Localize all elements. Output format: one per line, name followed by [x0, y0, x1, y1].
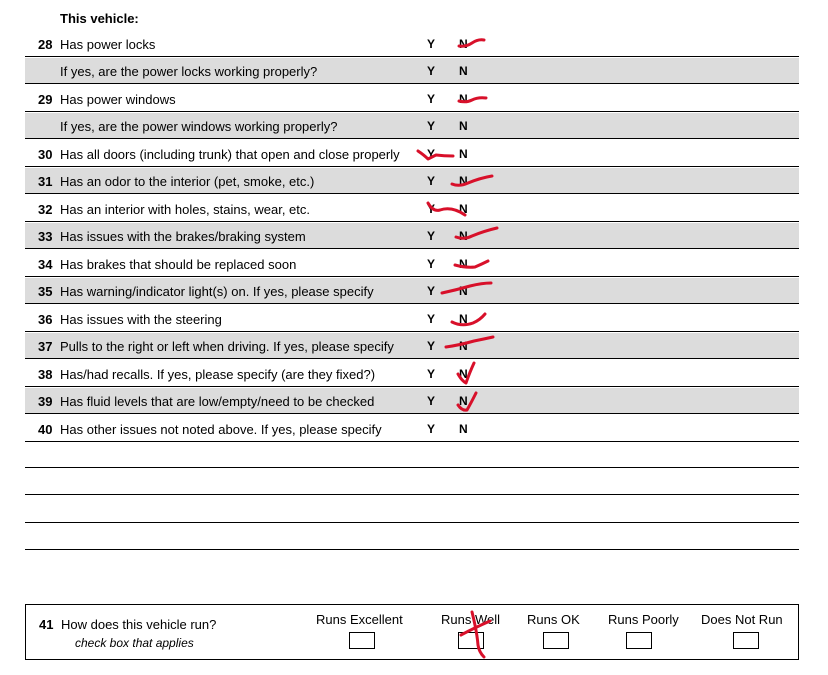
question-row-29: [25, 86, 799, 112]
option-label-does-not-run: Does Not Run: [701, 612, 783, 627]
question-text: If yes, are the power windows working properly?: [60, 119, 338, 134]
question-number: 31: [38, 174, 53, 189]
question-text: Has issues with the steering: [60, 312, 222, 327]
option-label-runs-ok: Runs OK: [527, 612, 580, 627]
no-option[interactable]: N: [459, 367, 468, 381]
question-number: 33: [38, 229, 53, 244]
yes-option[interactable]: Y: [427, 339, 436, 353]
question-row-30: [25, 141, 799, 167]
question-number: 30: [38, 147, 53, 162]
no-option[interactable]: N: [459, 202, 468, 216]
question-row-31: [25, 168, 799, 194]
yes-option[interactable]: Y: [427, 202, 436, 216]
no-option[interactable]: N: [459, 37, 468, 51]
question-row-34: [25, 251, 799, 277]
no-option[interactable]: N: [459, 92, 468, 106]
yes-option[interactable]: Y: [427, 174, 436, 188]
question-row-38: [25, 361, 799, 387]
question-row-37: [25, 333, 799, 359]
question-text: Has/had recalls. If yes, please specify (are they fixed?): [60, 367, 376, 382]
question-number: 32: [38, 202, 53, 217]
option-label-runs-well: Runs Well: [441, 612, 501, 627]
question-row-28-followup: [25, 58, 799, 84]
yes-option[interactable]: Y: [427, 284, 436, 298]
no-option[interactable]: N: [459, 229, 468, 243]
yes-option[interactable]: Y: [427, 92, 436, 106]
question-row-29-followup: [25, 113, 799, 139]
question-text: Has power locks: [60, 37, 156, 52]
question-number: 37: [38, 339, 53, 354]
checkbox-does-not-run[interactable]: [733, 632, 759, 649]
no-option[interactable]: N: [459, 64, 468, 78]
checkbox-runs-excellent[interactable]: [349, 632, 375, 649]
question-text: Has fluid levels that are low/empty/need to be checked: [60, 394, 375, 409]
question-text: Has warning/indicator light(s) on. If yes, please specify: [60, 284, 374, 299]
question-text: Has brakes that should be replaced soon: [60, 257, 297, 272]
question-text: Pulls to the right or left when driving. If yes, please specify: [60, 339, 394, 354]
yes-option[interactable]: Y: [427, 147, 436, 161]
question-text: Has issues with the brakes/braking system: [60, 229, 306, 244]
question-text: Has an interior with holes, stains, wear, etc.: [60, 202, 311, 217]
writing-line[interactable]: [25, 467, 799, 468]
section-title: This vehicle:: [60, 11, 139, 26]
option-label-runs-excellent: Runs Excellent: [316, 612, 403, 627]
yes-option[interactable]: Y: [427, 312, 436, 326]
no-option[interactable]: N: [459, 147, 468, 161]
question-row-40: [25, 416, 799, 442]
yes-option[interactable]: Y: [427, 229, 436, 243]
question-number: 35: [38, 284, 53, 299]
yes-option[interactable]: Y: [427, 64, 436, 78]
question-number: 28: [38, 37, 53, 52]
question-number: 38: [38, 367, 53, 382]
question-hint: check box that applies: [75, 636, 194, 650]
question-row-36: [25, 306, 799, 332]
run-condition-box: [25, 604, 799, 660]
no-option[interactable]: N: [459, 284, 468, 298]
no-option[interactable]: N: [459, 422, 468, 436]
question-text: How does this vehicle run?: [61, 617, 217, 632]
question-row-33: [25, 223, 799, 249]
yes-option[interactable]: Y: [427, 257, 436, 271]
writing-line[interactable]: [25, 549, 799, 550]
question-row-39: [25, 388, 799, 414]
yes-option[interactable]: Y: [427, 422, 436, 436]
yes-option[interactable]: Y: [427, 394, 436, 408]
yes-option[interactable]: Y: [427, 367, 436, 381]
option-label-runs-poorly: Runs Poorly: [608, 612, 679, 627]
question-number: 40: [38, 422, 53, 437]
question-number: 41: [39, 617, 54, 632]
yes-option[interactable]: Y: [427, 37, 436, 51]
no-option[interactable]: N: [459, 257, 468, 271]
question-text: Has other issues not noted above. If yes, please specify: [60, 422, 382, 437]
question-number: 39: [38, 394, 53, 409]
question-row-32: [25, 196, 799, 222]
writing-line[interactable]: [25, 522, 799, 523]
question-text: Has power windows: [60, 92, 176, 107]
checkbox-runs-poorly[interactable]: [626, 632, 652, 649]
no-option[interactable]: N: [459, 394, 468, 408]
question-text: Has an odor to the interior (pet, smoke, etc.): [60, 174, 315, 189]
no-option[interactable]: N: [459, 119, 468, 133]
no-option[interactable]: N: [459, 312, 468, 326]
question-number: 34: [38, 257, 53, 272]
question-text: Has all doors (including trunk) that open and close properly: [60, 147, 400, 162]
checkbox-runs-ok[interactable]: [543, 632, 569, 649]
checkbox-runs-well[interactable]: [458, 632, 484, 649]
question-text: If yes, are the power locks working properly?: [60, 64, 318, 79]
question-number: 29: [38, 92, 53, 107]
no-option[interactable]: N: [459, 339, 468, 353]
question-number: 36: [38, 312, 53, 327]
writing-line[interactable]: [25, 494, 799, 495]
question-row-35: [25, 278, 799, 304]
yes-option[interactable]: Y: [427, 119, 436, 133]
no-option[interactable]: N: [459, 174, 468, 188]
question-row-28: [25, 31, 799, 57]
